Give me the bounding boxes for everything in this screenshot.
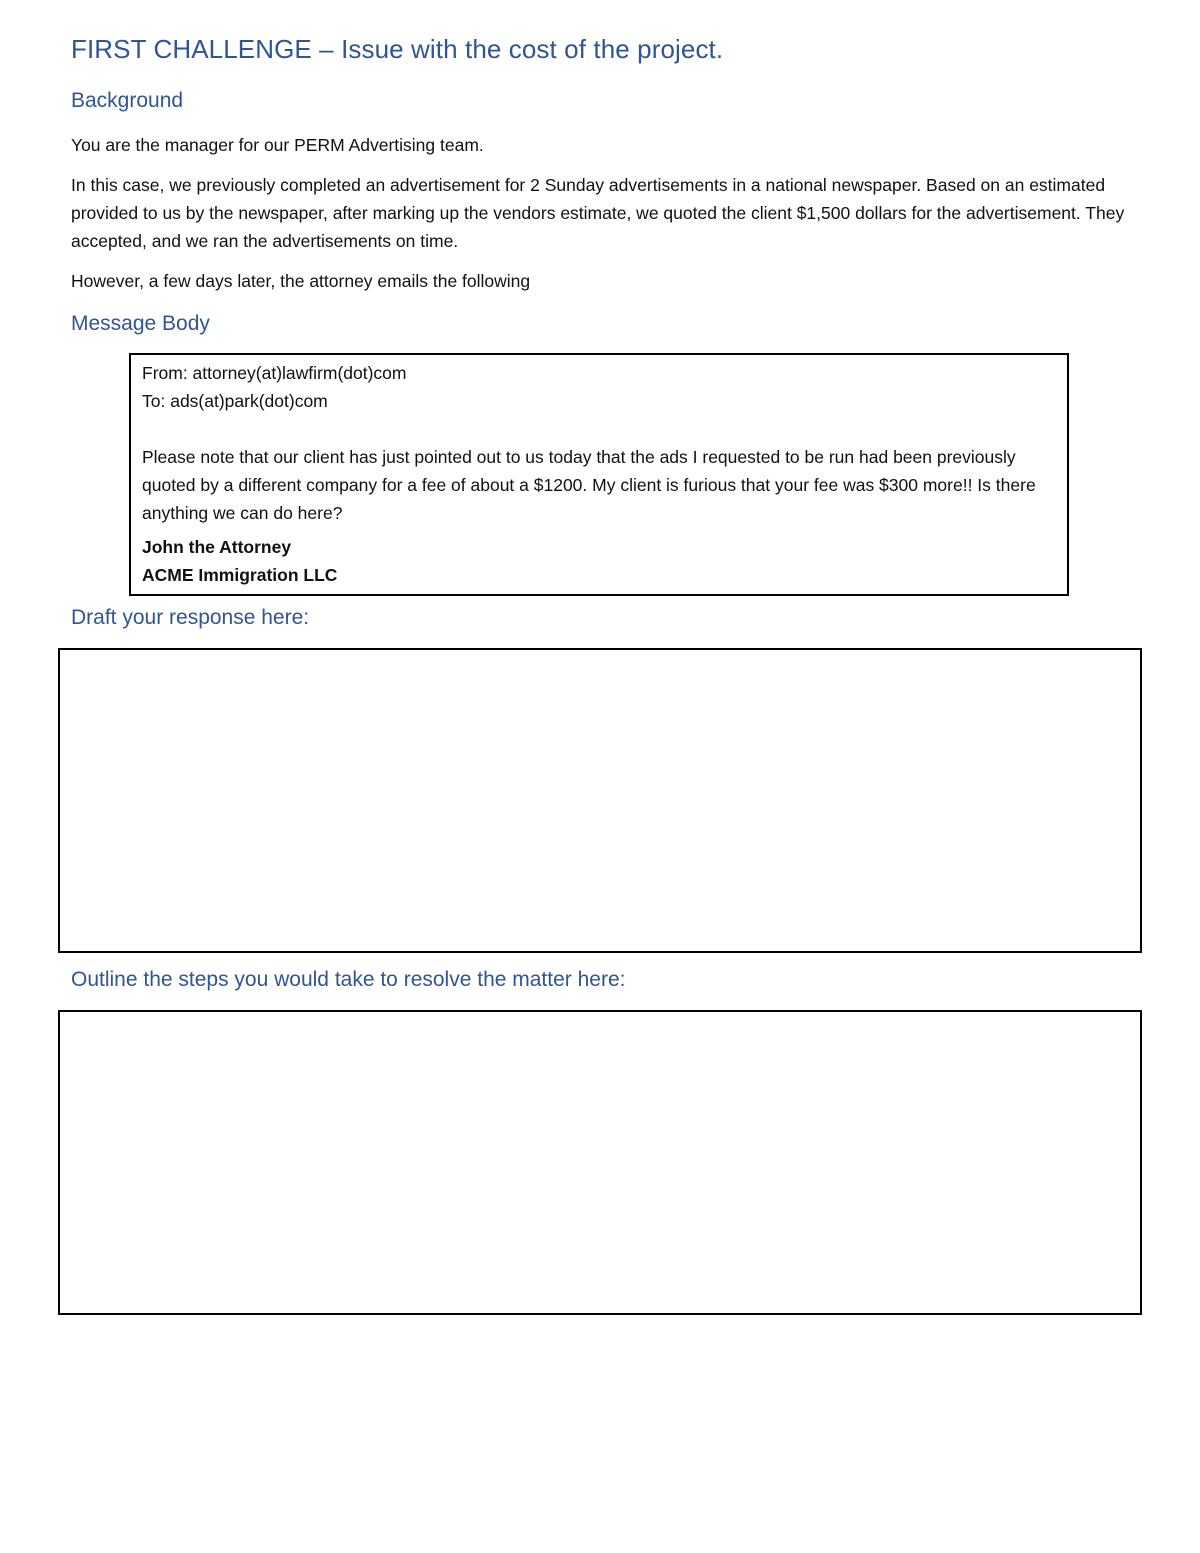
steps-input-box[interactable] <box>58 1010 1142 1315</box>
email-signature-company: ACME Immigration LLC <box>142 565 338 585</box>
email-to-line: To: ads(at)park(dot)com <box>142 391 328 411</box>
background-heading: Background <box>71 89 184 112</box>
email-blank-line <box>142 415 1057 443</box>
email-from-line: From: attorney(at)lawfirm(dot)com <box>142 363 407 383</box>
background-paragraph-2: In this case, we previously completed an advertisement for 2 Sunday advertisements in a national newspaper. Based on an estimated provided to us by the newspaper, after marking up the vendors estimate, we quoted the client $1,500 dollars for the advertisement. They accepted, and we ran the advertisements on time. <box>71 175 1125 251</box>
background-paragraph-1: You are the manager for our PERM Advertising team. <box>71 135 484 155</box>
email-signature-name: John the Attorney <box>142 537 292 557</box>
response-input-box[interactable] <box>58 648 1142 953</box>
response-heading: Draft your response here: <box>71 606 310 629</box>
email-body-text: Please note that our client has just pointed out to us today that the ads I requested to be run had been previously quoted by a different company for a fee of about a $1200. My client is furious that your fee was $300 more!! Is there anything we can do here? <box>142 447 1036 523</box>
message-body-heading: Message Body <box>71 312 210 335</box>
background-paragraph-3: However, a few days later, the attorney emails the following <box>71 271 531 291</box>
email-message-box <box>129 353 1069 596</box>
page-title: FIRST CHALLENGE – Issue with the cost of the project. <box>71 34 724 64</box>
steps-heading: Outline the steps you would take to resolve the matter here: <box>71 968 626 991</box>
